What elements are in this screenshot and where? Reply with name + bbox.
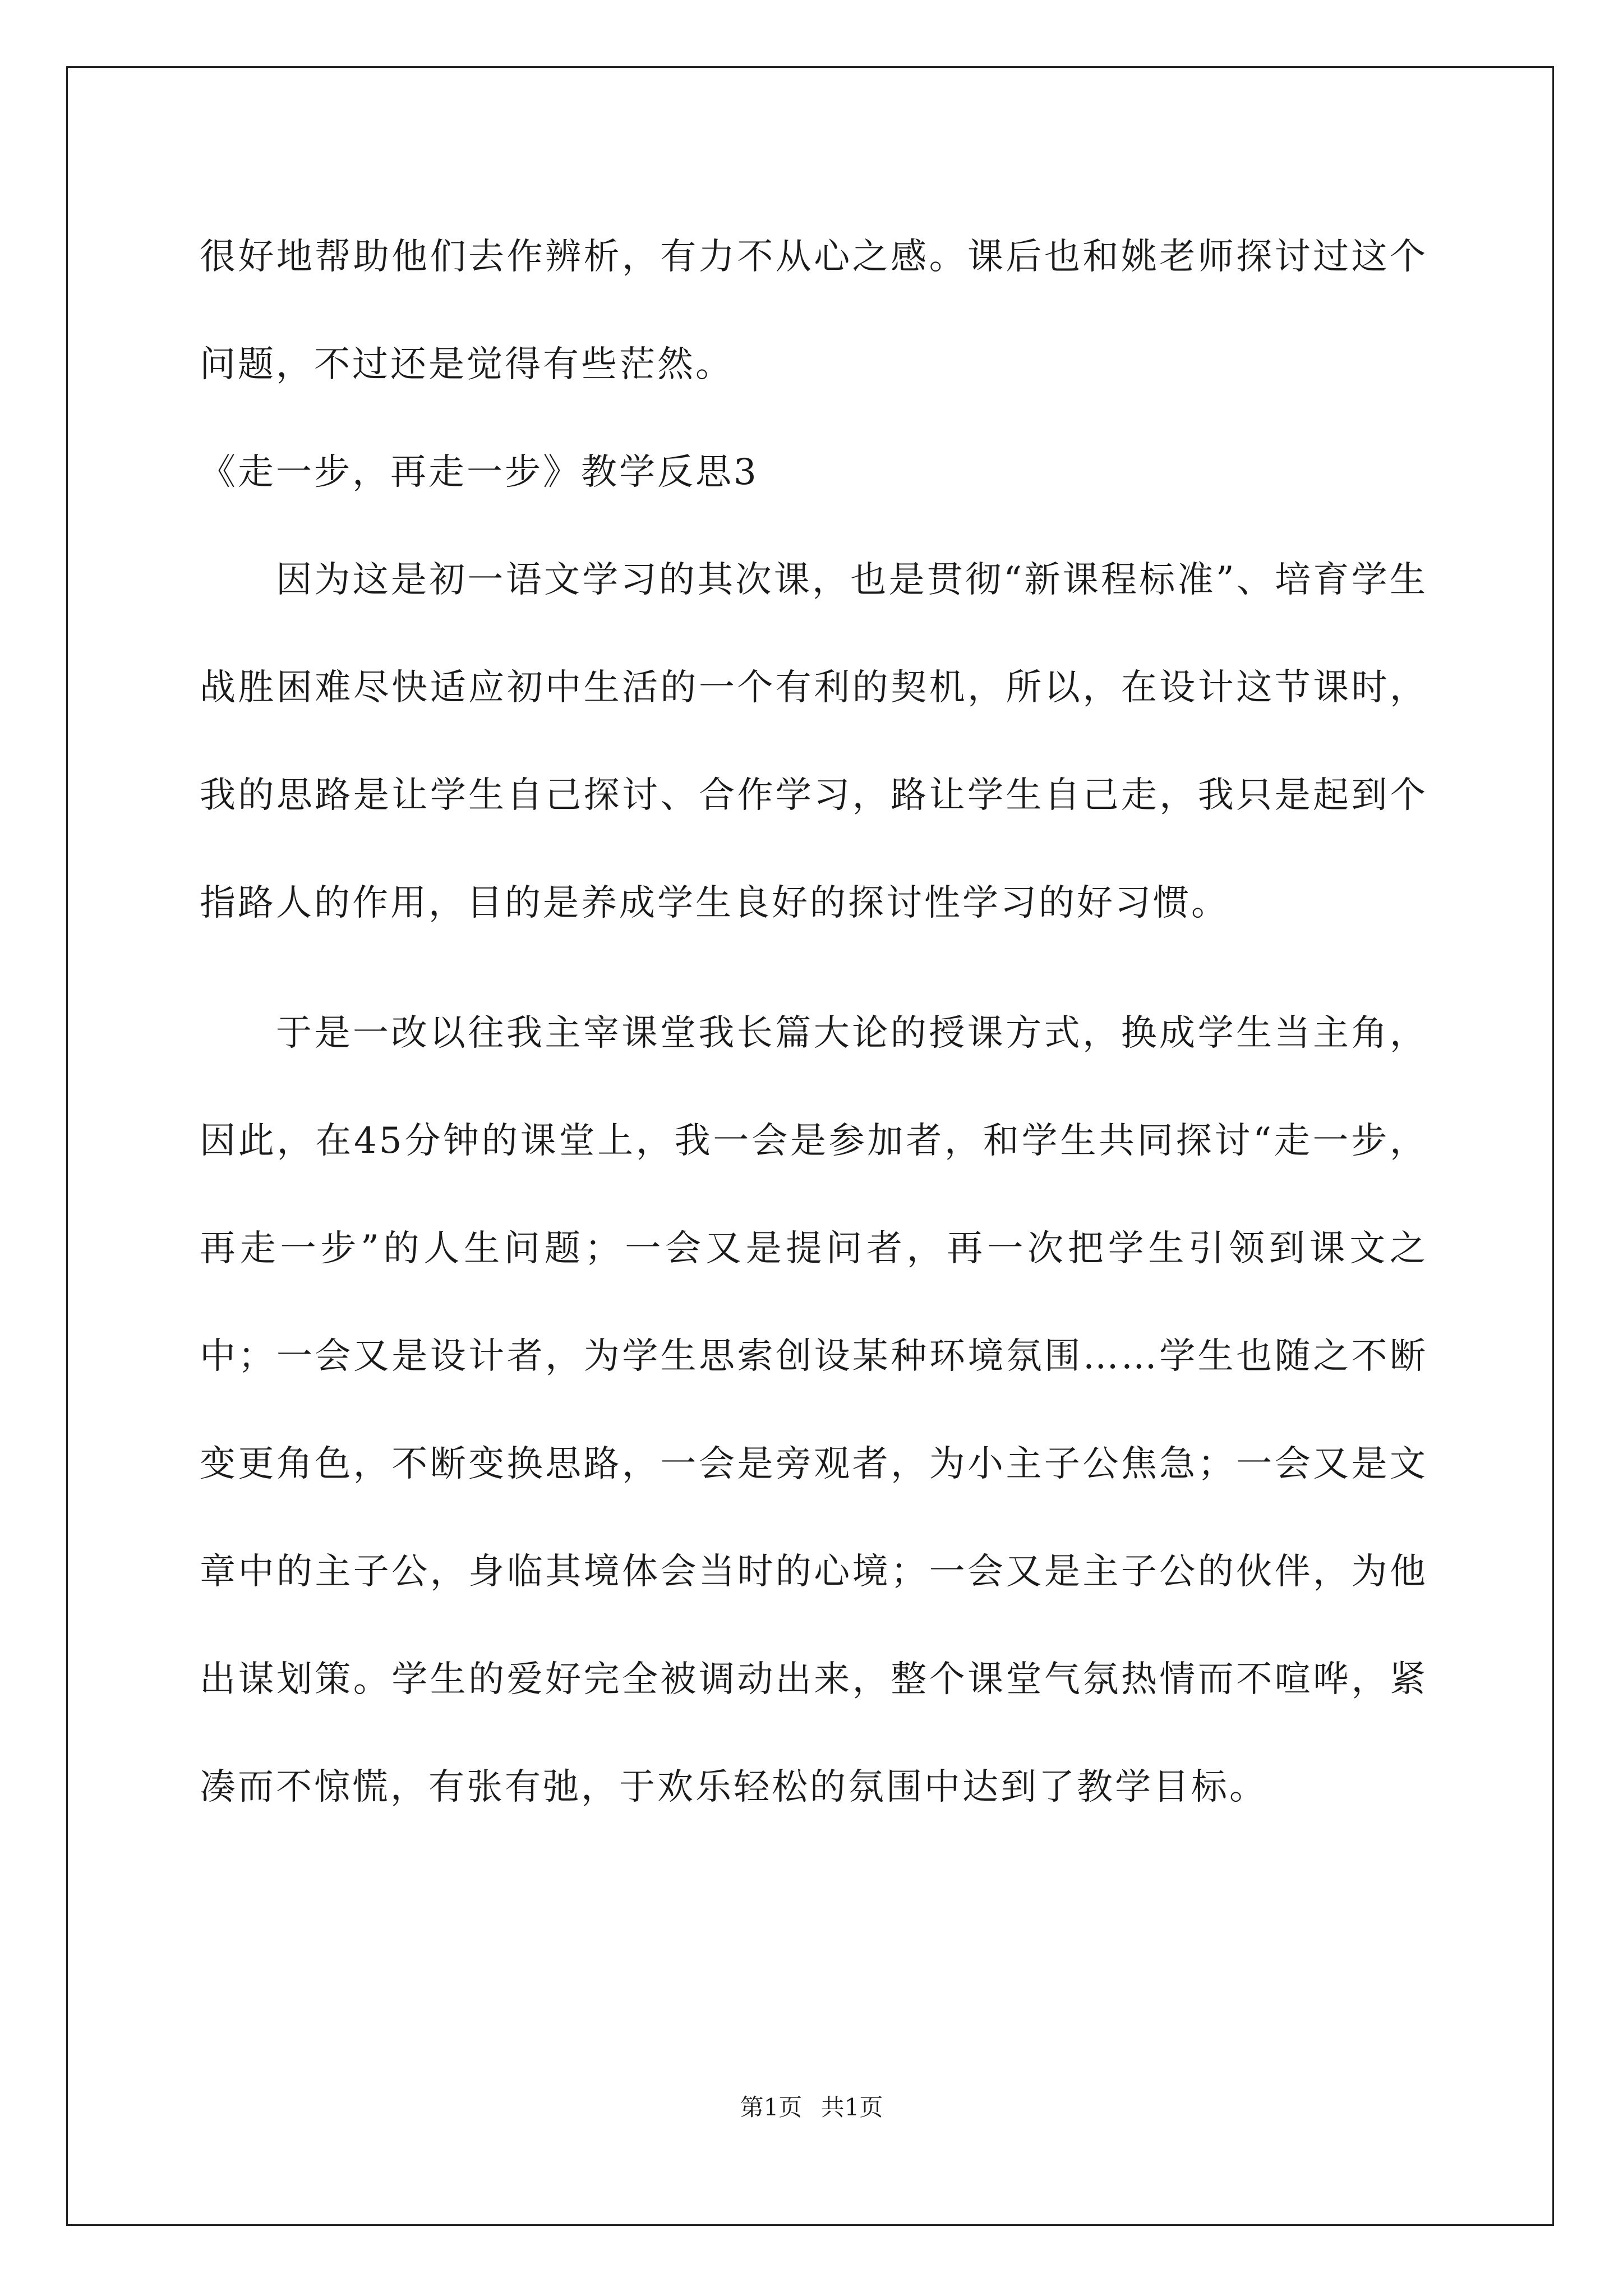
continued-paragraph: 很好地帮助他们去作辨析，有力不从心之感。课后也和姚老师探讨过这个问题，不过还是觉得有些茫然。 [200,236,1428,385]
page-number: 第1页 [740,2093,803,2121]
document-body [200,203,1428,1841]
body-paragraph-2: 于是一改以往我主宰课堂我长篇大论的授课方式，换成学生当主角，因此，在45分钟的课堂上，我一会是参加者，和学生共同探讨“走一步，再走一步”的人生问题；一会又是提问者，再一次把学生引领到课文之中；一会又是设计者，为学生思索创设某种环境氛围……学生也随之不断变更角色，不断变换思路，一会是旁观者，为小主子公焦急；一会又是文章中的主子公，身临其境体会当时的心境；一会又是主子公的伙伴，为他出谋划策。学生的爱好完全被调动出来，整个课堂气氛热情而不喧哗，紧凑而不惊慌，有张有弛，于欢乐轻松的氛围中达到了教学目标。 [200,1013,1428,1808]
body-paragraph-1: 因为这是初一语文学习的其次课，也是贯彻“新课程标准”、培育学生战胜困难尽快适应初中生活的一个有利的契机，所以，在设计这节课时，我的思路是让学生自己探讨、合作学习，路让学生自己走，我只是起到个指路人的作用，目的是养成学生良好的探讨性学习的好习惯。 [200,559,1428,924]
section-heading: 《走一步，再走一步》教学反思3 [200,452,759,493]
page-total: 共1页 [820,2093,883,2121]
page-footer [0,2089,1623,2123]
